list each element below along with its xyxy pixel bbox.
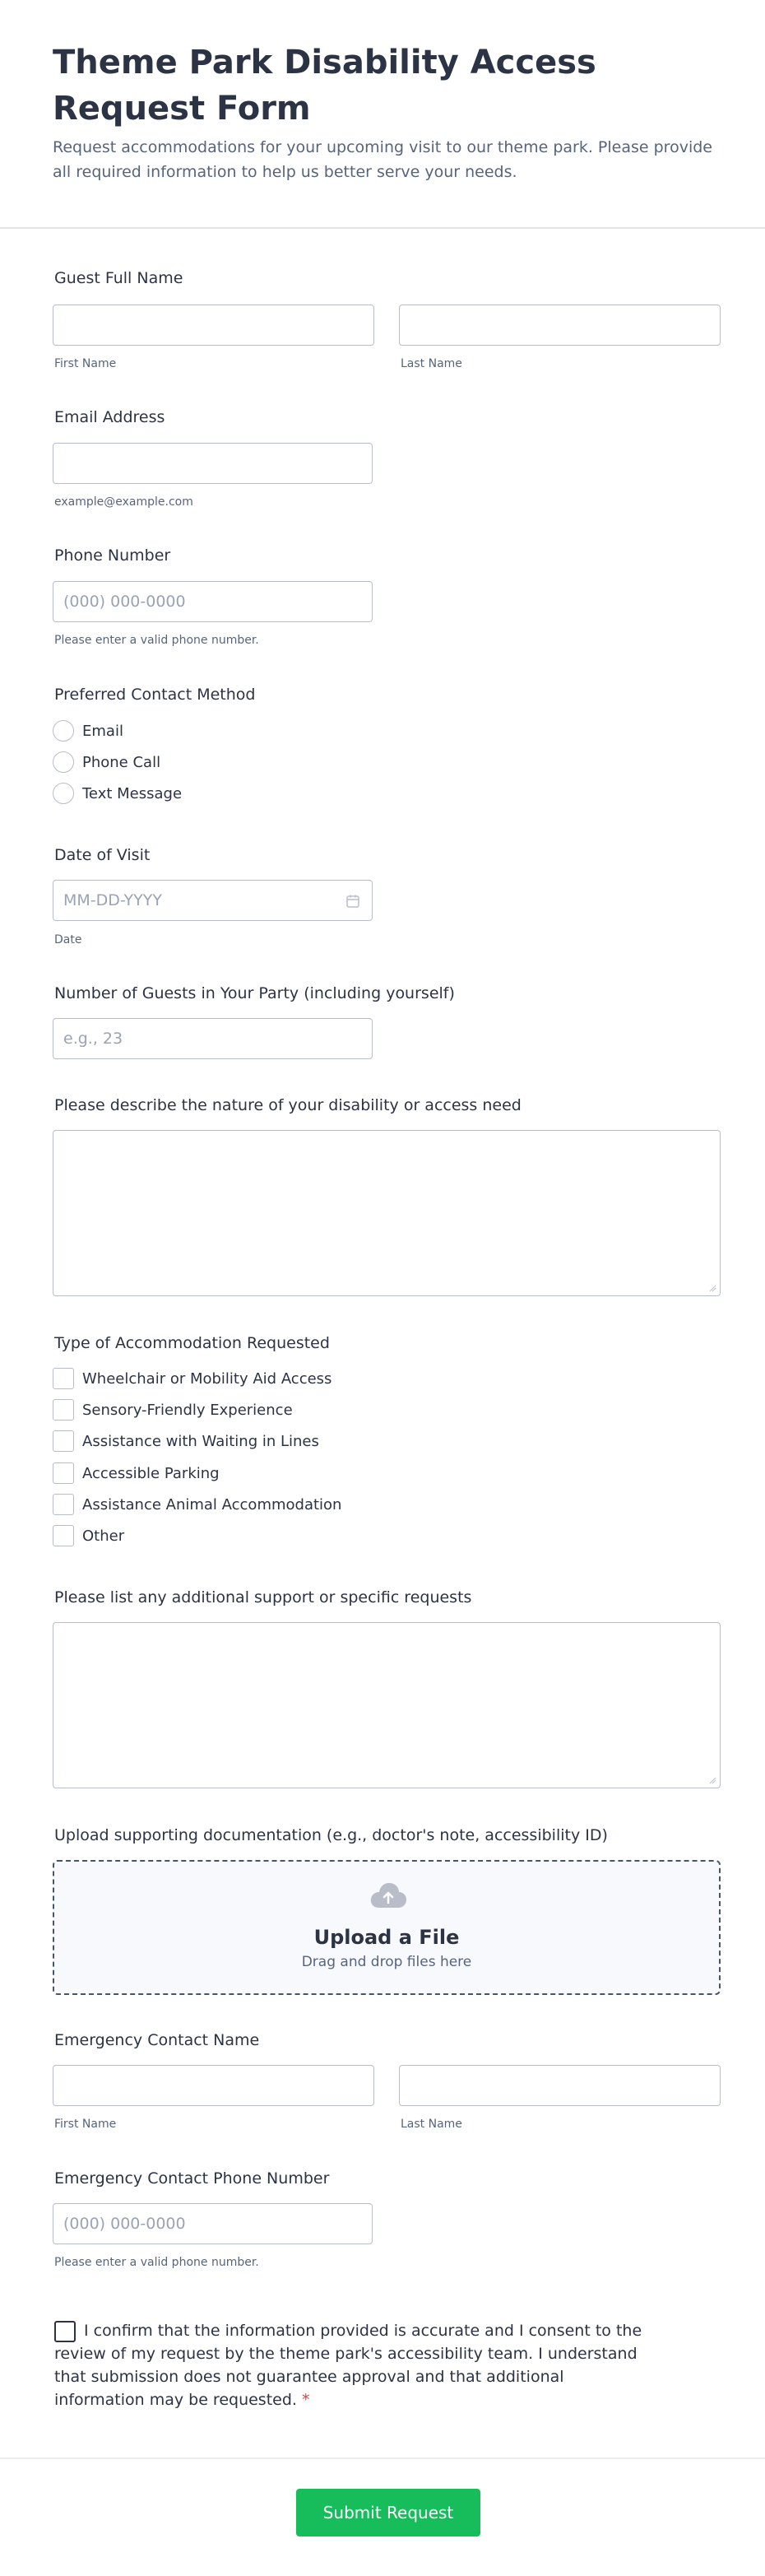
page-title: Theme Park Disability Access Request Form (53, 44, 596, 128)
date-sublabel: Date (54, 933, 82, 946)
additional-textarea[interactable] (53, 1622, 721, 1788)
radio-button[interactable] (53, 751, 74, 773)
emergency-first-name-input[interactable] (53, 2065, 374, 2106)
upload-subtitle: Drag and drop files here (301, 1954, 472, 1970)
guest-first-name-input[interactable] (53, 305, 374, 346)
cloud-upload-icon (369, 1881, 407, 1909)
last-name-sublabel: Last Name (401, 357, 462, 370)
first-name-sublabel: First Name (54, 357, 117, 370)
option-label: Assistance Animal Accommodation (82, 1495, 342, 1514)
accommodation-option-animal[interactable] (53, 1493, 341, 1516)
date-placeholder: MM-DD-YYYY (63, 891, 162, 909)
emergency-last-name-input[interactable] (399, 2065, 721, 2106)
checkbox[interactable] (53, 1525, 74, 1546)
visit-date-label: Date of Visit (54, 846, 151, 864)
contact-option-text[interactable] (53, 782, 182, 805)
option-label: Assistance with Waiting in Lines (82, 1432, 319, 1450)
upload-label: Upload supporting documentation (e.g., doctor's note, accessibility ID) (54, 1826, 608, 1844)
option-label: Other (82, 1527, 125, 1545)
accommodation-option-sensory[interactable] (53, 1398, 293, 1421)
disability-desc-textarea[interactable] (53, 1130, 721, 1296)
contact-option-email[interactable] (53, 719, 123, 742)
resize-handle-icon[interactable] (708, 1284, 716, 1292)
option-label: Email (82, 722, 123, 740)
party-size-label: Number of Guests in Your Party (including yourself) (54, 984, 455, 1002)
email-label: Email Address (54, 408, 165, 426)
upload-title: Upload a File (313, 1926, 460, 1949)
option-label: Phone Call (82, 753, 161, 771)
emergency-phone-label: Emergency Contact Phone Number (54, 2169, 330, 2188)
page-subtitle: Request accommodations for your upcoming visit to our theme park. Please provide all required information to help us better serve your needs. (53, 138, 712, 181)
option-label: Accessible Parking (82, 1464, 220, 1482)
guest-last-name-input[interactable] (399, 305, 721, 346)
guest-name-label: Guest Full Name (54, 269, 183, 287)
checkbox[interactable] (53, 1399, 74, 1421)
radio-button[interactable] (53, 720, 74, 742)
emergency-name-label: Emergency Contact Name (54, 2031, 260, 2049)
checkbox[interactable] (53, 1494, 74, 1515)
disability-desc-label: Please describe the nature of your disability or access need (54, 1096, 522, 1114)
submit-button[interactable]: Submit Request (296, 2489, 480, 2536)
option-label: Sensory-Friendly Experience (82, 1401, 293, 1419)
contact-option-phone[interactable] (53, 751, 160, 774)
accommodation-option-wheelchair[interactable] (53, 1367, 332, 1390)
contact-method-label: Preferred Contact Method (54, 686, 256, 704)
required-asterisk: * (301, 2391, 310, 2409)
accommodation-option-parking[interactable] (53, 1462, 220, 1485)
consent-statement: I confirm that the information provided is accurate and I consent to the review of my request by the theme park's accessibility team. I understand that submission does not guarantee approval and that additional information may be requested. (54, 2322, 642, 2409)
email-sublabel: example@example.com (54, 495, 193, 509)
checkbox[interactable] (53, 1462, 74, 1484)
accommodation-option-other[interactable] (53, 1524, 124, 1547)
visit-date-input[interactable] (53, 880, 373, 921)
footer-divider (0, 2457, 765, 2459)
checkbox[interactable] (53, 1430, 74, 1452)
accommodation-label: Type of Accommodation Requested (54, 1334, 330, 1352)
emergency-phone-sublabel: Please enter a valid phone number. (54, 2256, 259, 2269)
option-label: Wheelchair or Mobility Aid Access (82, 1369, 332, 1388)
last-name-sublabel: Last Name (401, 2118, 462, 2131)
form-header (0, 0, 765, 229)
party-size-input[interactable]: e.g., 23 (53, 1018, 373, 1059)
resize-handle-icon[interactable] (708, 1776, 716, 1784)
radio-button[interactable] (53, 783, 74, 804)
first-name-sublabel: First Name (54, 2118, 117, 2131)
option-label: Text Message (82, 784, 183, 802)
file-upload-dropzone[interactable] (53, 1860, 721, 1995)
calendar-icon[interactable] (345, 894, 360, 909)
additional-label: Please list any additional support or specific requests (54, 1588, 472, 1607)
phone-label: Phone Number (54, 546, 171, 565)
consent-text (54, 2319, 647, 2411)
checkbox[interactable] (53, 1368, 74, 1389)
accommodation-option-waiting[interactable] (53, 1430, 319, 1453)
emergency-phone-input[interactable]: (000) 000-0000 (53, 2203, 373, 2244)
phone-input[interactable]: (000) 000-0000 (53, 581, 373, 622)
email-input[interactable] (53, 443, 373, 484)
phone-sublabel: Please enter a valid phone number. (54, 634, 259, 647)
